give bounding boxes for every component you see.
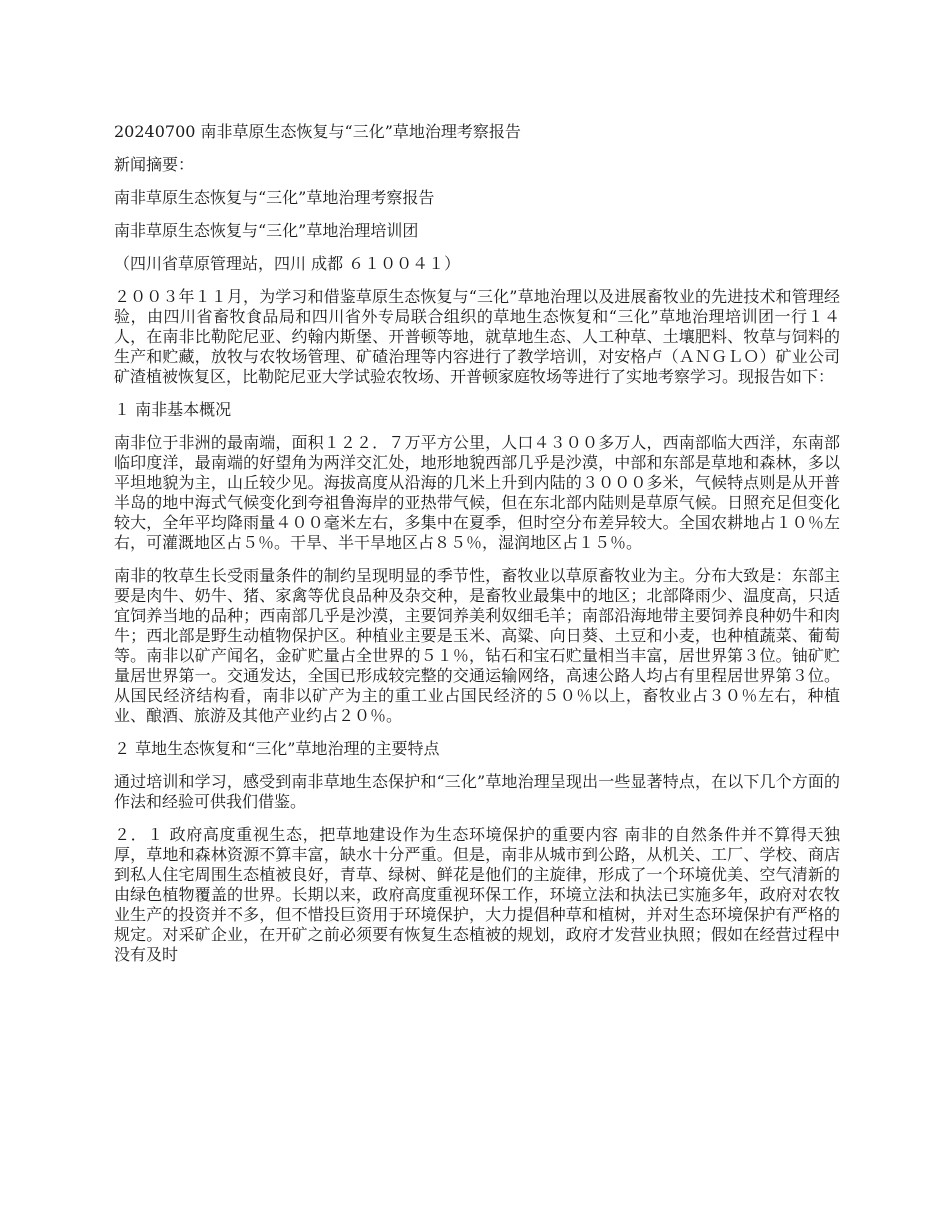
section-heading-1: １ 南非基本概况: [114, 400, 232, 419]
section-heading-2: ２ 草地生态恢复和“三化”草地治理的主要特点: [114, 739, 440, 758]
document-subtitle: 南非草原生态恢复与“三化”草地治理考察报告: [114, 188, 435, 207]
body-paragraph-features: 通过培训和学习，感受到南非草地生态保护和“三化”草地治理呈现出一些显著特点，在以下几个方面的作法和经验可供我们借鉴。: [114, 772, 840, 811]
summary-label: 新闻摘要：: [114, 155, 195, 174]
intro-paragraph: ２００３年１１月，为学习和借鉴草原生态恢复与“三化”草地治理以及进展畜牧业的先进技术和管理经验，由四川省畜牧食品局和四川省外专局联合组织的草地生态恢复和“三化”草地治理培训团一行１４人，在南非比勒陀尼亚、约翰内斯堡、开普顿等地，就草地生态、人工种草、土壤肥料、牧草与饲料的生产和贮藏，放牧与农牧场管理、矿碴治理等内容进行了教学培训，对安格卢（ＡＮＧＬＯ）矿业公司矿渣植被恢复区，比勒陀尼亚大学试验农牧场、开普顿家庭牧场等进行了实地考察学习。现报告如下：: [114, 287, 840, 386]
body-paragraph-government: ２．１ 政府高度重视生态，把草地建设作为生态环境保护的重要内容 南非的自然条件并不算得天独厚，草地和森林资源不算丰富，缺水十分严重。但是，南非从城市到公路，从机关、工厂、学校、商店到私人住宅周围生态植被良好，青草、绿树、鲜花是他们的主旋律，形成了一个环境优美、空气清新的由绿色植物覆盖的世界。长期以来，政府高度重视环保工作，环境立法和执法已实施多年，政府对农牧业生产的投资并不多，但不惜投巨资用于环境保护，大力提倡种草和植树，并对生态环境保护有严格的规定。对采矿企业，在开矿之前必须要有恢复生态植被的规划，政府才发营业执照；假如在经营过程中没有及时: [114, 825, 840, 964]
body-paragraph-livestock: 南非的牧草生长受雨量条件的制约呈现明显的季节性，畜牧业以草原畜牧业为主。分布大致是：东部主要是肉牛、奶牛、猪、家禽等优良品种及杂交种，是畜牧业最集中的地区；北部降雨少、温度高，只适宜饲养当地的品种；西南部几乎是沙漠，主要饲养美利奴细毛羊；南部沿海地带主要饲养良种奶牛和肉牛；西北部是野生动植物保护区。种植业主要是玉米、高粱、向日葵、土豆和小麦，也种植蔬菜、葡萄等。南非以矿产闻名，金矿贮量占全世界的５１％，钻石和宝石贮量相当丰富，居世界第３位。铀矿贮量居世界第一。交通发达，全国已形成较完整的交通运输网络，高速公路人均占有里程居世界第３位。从国民经济结构看，南非以矿产为主的重工业占国民经济的５０％以上，畜牧业占３０％左右，种植业、酿酒、旅游及其他产业约占２０％。: [114, 566, 840, 725]
document-title: 20240700 南非草原生态恢复与“三化”草地治理考察报告: [114, 122, 521, 141]
affiliation-line: （四川省草原管理站，四川 成都 ６１００４１）: [114, 254, 461, 273]
document-page: [114, 122, 840, 978]
body-paragraph-overview: 南非位于非洲的最南端，面积１２２．７万平方公里，人口４３００多万人，西南部临大西洋，东南部临印度洋，最南端的好望角为两洋交汇处，地形地貌西部几乎是沙漠，中部和东部是草地和森林，多以平坦地貌为主，山丘较少见。海拔高度从沿海的几米上升到内陆的３０００多米，气候特点则是从开普半岛的地中海式气候变化到夸祖鲁海岸的亚热带气候，但在东北部内陆则是草原气候。日照充足但变化较大，全年平均降雨量４００毫米左右，多集中在夏季，但时空分布差异较大。全国农耕地占１０％左右，可灌溉地区占５％。干旱、半干旱地区占８５％，湿润地区占１５％。: [114, 433, 840, 552]
organization-name: 南非草原生态恢复与“三化”草地治理培训团: [114, 221, 419, 240]
